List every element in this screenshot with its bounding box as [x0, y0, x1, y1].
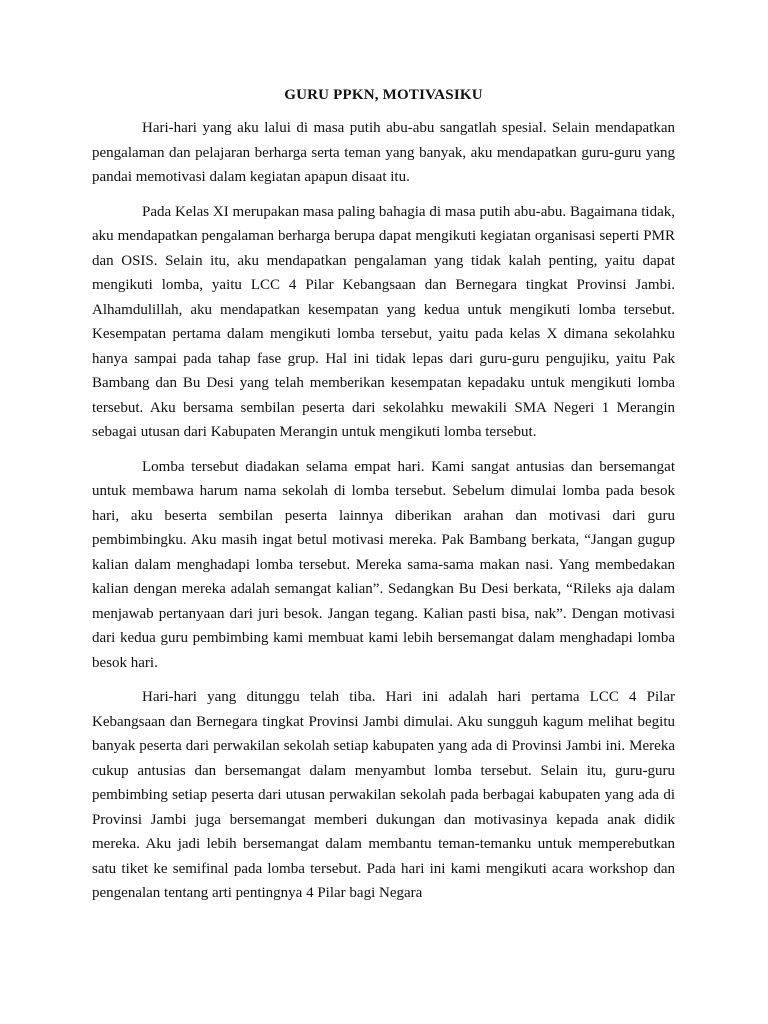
- paragraph-3: Lomba tersebut diadakan selama empat hari. Kami sangat antusias dan bersemangat untuk membawa harum nama sekolah di lomba tersebut. Sebelum dimulai lomba pada besok hari, aku beserta sembilan peserta lainnya diberikan arahan dan motivasi dari guru pembimbingku. Aku masih ingat betul motivasi mereka. Pak Bambang berkata, “Jangan gugup kalian dalam menghadapi lomba tersebut. Mereka sama-sama makan nasi. Yang membedakan kalian dengan mereka adalah semangat kalian”. Sedangkan Bu Desi berkata, “Rileks aja dalam menjawab pertanyaan dari juri besok. Jangan tegang. Kalian pasti bisa, nak”. Dengan motivasi dari kedua guru pembimbing kami membuat kami lebih bersemangat dalam menghadapi lomba besok hari.: [92, 458, 675, 671]
- paragraph-2: Pada Kelas XI merupakan masa paling bahagia di masa putih abu-abu. Bagaimana tidak, aku mendapatkan pengalaman berharga berupa dapat mengikuti kegiatan organisasi seperti PMR dan OSIS. Selain itu, aku mendapatkan pengalaman yang tidak kalah penting, yaitu dapat mengikuti lomba, yaitu LCC 4 Pilar Kebangsaan dan Bernegara tingkat Provinsi Jambi. Alhamdulillah, aku mendapatkan kesempatan yang kedua untuk mengikuti lomba tersebut. Kesempatan pertama dalam mengikuti lomba tersebut, yaitu pada kelas X dimana sekolahku hanya sampai pada tahap fase grup. Hal ini tidak lepas dari guru-guru pengujiku, yaitu Pak Bambang dan Bu Desi yang telah memberikan kesempatan kepadaku untuk mengikuti lomba tersebut. Aku bersama sembilan peserta dari sekolahku mewakili SMA Negeri 1 Merangin sebagai utusan dari Kabupaten Merangin untuk mengikuti lomba tersebut.: [92, 203, 675, 440]
- paragraph-4: Hari-hari yang ditunggu telah tiba. Hari ini adalah hari pertama LCC 4 Pilar Kebangsaan dan Bernegara tingkat Provinsi Jambi dimulai. Aku sungguh kagum melihat begitu banyak peserta dari perwakilan sekolah setiap kabupaten yang ada di Provinsi Jambi ini. Mereka cukup antusias dan bersemangat dalam menyambut lomba tersebut. Selain itu, guru-guru pembimbing setiap peserta dari utusan perwakilan sekolah pada berbagai kabupaten yang ada di Provinsi Jambi juga bersemangat memberi dukungan dan motivasinya kepada anak didik mereka. Aku jadi lebih bersemangat dalam membantu teman-temanku untuk memperebutkan satu tiket ke semifinal pada lomba tersebut. Pada hari ini kami mengikuti acara workshop dan pengenalan tentang arti pentingnya 4 Pilar bagi Negara: [92, 689, 675, 901]
- paragraph-1: Hari-hari yang aku lalui di masa putih abu-abu sangatlah spesial. Selain mendapatkan pengalaman dan pelajaran berharga serta teman yang banyak, aku mendapatkan guru-guru yang pandai memotivasi dalam kegiatan apapun disaat itu.: [92, 120, 675, 185]
- document-title: GURU PPKN, MOTIVASIKU: [284, 87, 483, 103]
